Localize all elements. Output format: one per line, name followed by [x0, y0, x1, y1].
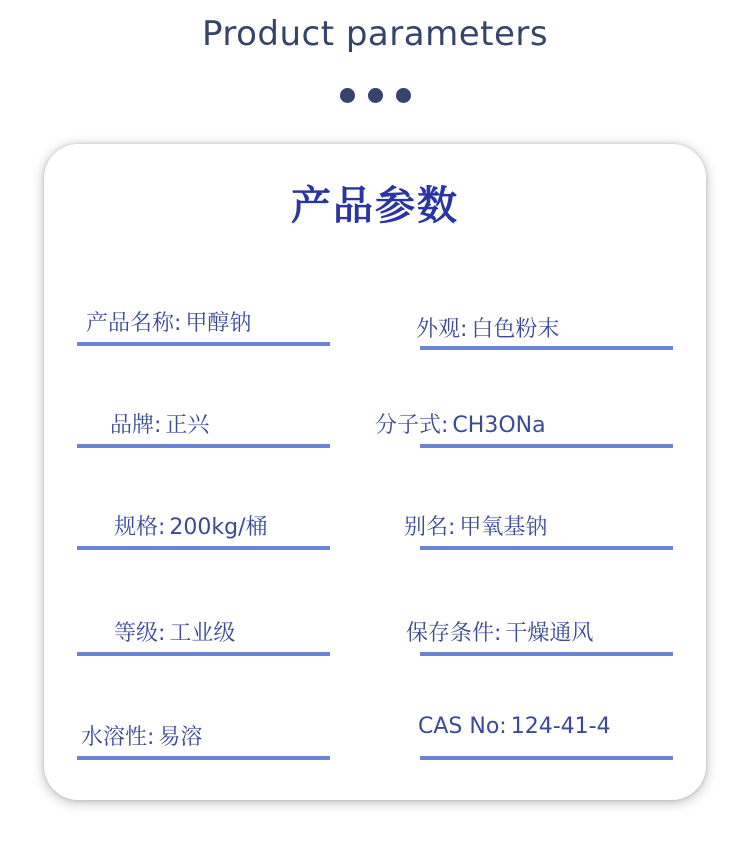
param-formula [375, 408, 673, 448]
param-value: 易溶 [158, 725, 203, 750]
param-label: 外观: [416, 317, 468, 342]
param-grade [77, 616, 330, 656]
underline [420, 652, 673, 656]
param-value: 正兴 [165, 413, 210, 438]
param-product-name [77, 306, 330, 346]
param-value: CH3ONa [452, 413, 546, 438]
dot-icon [340, 88, 355, 103]
param-label: 品牌: [110, 413, 162, 438]
param-label: CAS No: [418, 714, 507, 739]
underline [77, 756, 330, 760]
param-label: 分子式: [375, 413, 449, 438]
underline [420, 546, 673, 550]
param-label: 保存条件: [406, 621, 502, 646]
underline [420, 346, 673, 350]
underline [77, 652, 330, 656]
card-title: 产品参数 [291, 183, 459, 229]
param-spec [77, 510, 330, 550]
param-brand [77, 408, 330, 448]
underline [77, 546, 330, 550]
dot-icon [368, 88, 383, 103]
param-value: 干燥通风 [505, 621, 594, 646]
underline [420, 756, 673, 760]
param-appearance [416, 310, 673, 350]
param-value: 124-41-4 [510, 714, 611, 739]
param-label: 别名: [404, 515, 456, 540]
param-label: 等级: [114, 621, 166, 646]
page-title: Product parameters [201, 14, 549, 54]
dots-divider [0, 88, 750, 103]
param-value: 200kg/桶 [169, 515, 268, 540]
param-label: 产品名称: [86, 311, 182, 336]
param-value: 工业级 [169, 621, 236, 646]
dot-icon [396, 88, 411, 103]
param-value: 甲醇钠 [185, 311, 252, 336]
param-value: 白色粉末 [471, 317, 560, 342]
underline [77, 342, 330, 346]
underline [420, 444, 673, 448]
underline [77, 444, 330, 448]
param-solubility [77, 720, 330, 760]
param-value: 甲氧基钠 [459, 515, 548, 540]
param-alias [404, 510, 673, 550]
parameter-card [44, 144, 706, 800]
param-storage [406, 616, 673, 656]
param-label: 水溶性: [81, 725, 155, 750]
param-cas [418, 714, 673, 760]
param-label: 规格: [114, 515, 166, 540]
